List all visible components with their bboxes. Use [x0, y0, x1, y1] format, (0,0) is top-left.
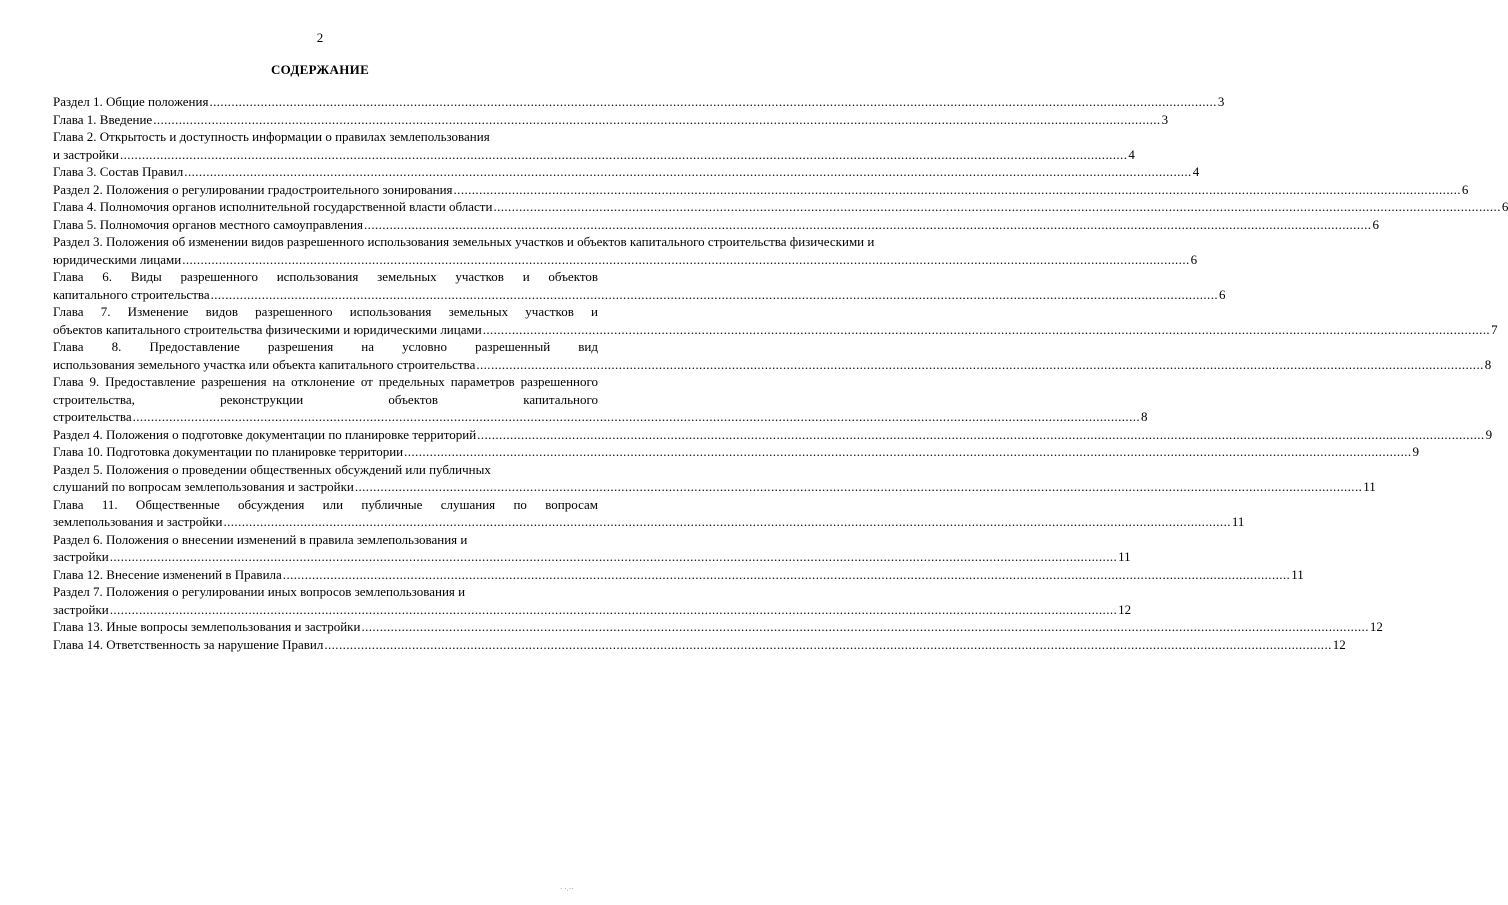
toc-entry-page: 12 — [1369, 619, 1383, 634]
toc-entry[interactable] — [53, 163, 1200, 181]
page-number: 2 — [316, 30, 324, 45]
dot-leader — [182, 251, 1189, 269]
toc-entry-heading: Глава 2. Открытость и доступность информации о правилах землепользования — [53, 129, 490, 144]
toc-entry-line — [53, 321, 1498, 339]
toc-entry[interactable] — [53, 128, 1135, 163]
toc-entry[interactable] — [53, 443, 1420, 461]
toc-entry-text: Глава 3. Состав Правил — [53, 164, 184, 179]
toc-entry-page: 11 — [1231, 514, 1245, 529]
dot-leader — [209, 93, 1216, 111]
toc-entry-page: 8 — [1141, 409, 1148, 424]
toc-entry-page: 9 — [1412, 444, 1420, 459]
toc-entry-page: 11 — [1363, 479, 1376, 494]
toc-entry-line — [53, 513, 1245, 531]
toc-entry[interactable] — [53, 216, 1379, 234]
toc-entry-page: 6 — [1190, 251, 1198, 267]
toc-entry-text: застройки — [53, 549, 109, 564]
toc-entry-text: Глава 5. Полномочия органов местного самоуправления — [53, 216, 364, 232]
toc-entry-page: 6 — [1501, 199, 1508, 214]
dot-leader — [483, 321, 1490, 339]
dot-leader — [184, 163, 1191, 181]
toc-entry[interactable] — [53, 636, 1346, 654]
toc-entry-text: строительства — [53, 409, 132, 424]
dot-leader — [361, 618, 1368, 636]
dot-leader — [364, 216, 1371, 234]
toc-entry[interactable] — [53, 426, 1493, 444]
toc-entry-text: Раздел 1. Общие положения — [53, 94, 209, 109]
toc-entry-page: 9 — [1485, 426, 1493, 442]
toc-entry-page: 6 — [1372, 216, 1379, 232]
toc-entry[interactable] — [53, 268, 1226, 303]
toc-entry[interactable] — [53, 338, 1492, 373]
toc-entry-text: и застройки — [53, 146, 119, 162]
toc-entry-page: 6 — [1461, 181, 1469, 197]
dot-leader — [476, 356, 1483, 374]
toc-entry-heading: Раздел 6. Положения о внесении изменений в правила землепользования и — [53, 531, 468, 547]
toc-entry-page: 6 — [1219, 286, 1226, 302]
dot-leader — [477, 426, 1484, 444]
toc-entry-page: 11 — [1118, 549, 1131, 564]
toc-entry-heading: Раздел 7. Положения о регулировании иных вопросов землепользования и — [53, 584, 466, 599]
toc-entry-line — [53, 618, 1383, 636]
toc-entry-text: капитального строительства — [53, 286, 210, 302]
toc-entry-line — [53, 548, 1131, 566]
toc-entry-text: Раздел 4. Положения о подготовке документации по планировке территорий — [53, 426, 477, 442]
toc-entry-text: Глава 4. Полномочия органов исполнительной государственной власти области — [53, 199, 493, 214]
toc-entry[interactable] — [53, 198, 1508, 216]
toc-entry[interactable] — [53, 461, 1376, 496]
toc-entry[interactable] — [53, 531, 1131, 566]
dot-leader — [133, 408, 1140, 426]
dot-leader — [153, 111, 1160, 129]
toc-entry[interactable] — [53, 233, 1198, 268]
toc-entry[interactable] — [53, 181, 1469, 199]
toc-entry-page: 7 — [1491, 321, 1498, 337]
dot-leader — [283, 566, 1290, 584]
toc-entry-heading: Глава 9. Предоставление разрешения на отклонение от предельных параметров разрешенного строительства, реконструкции объектов капитального — [53, 374, 598, 407]
toc-entry-page: 8 — [1484, 356, 1492, 372]
toc-entry[interactable] — [53, 303, 1498, 338]
toc-entry-heading: Глава 7. Изменение видов разрешенного использования земельных участков и — [53, 304, 598, 319]
toc-entry-page: 3 — [1161, 111, 1169, 127]
toc-entry-line — [53, 408, 1148, 426]
scan-mark: · ·.·· — [560, 885, 574, 893]
toc-entry-heading: Раздел 5. Положения о проведении общественных обсуждений или публичных — [53, 461, 491, 477]
dot-leader — [120, 146, 1127, 164]
dot-leader — [211, 286, 1218, 304]
dot-leader — [110, 548, 1117, 566]
toc-entry-text: Глава 12. Внесение изменений в Правила — [53, 566, 282, 582]
toc-entry-page: 4 — [1192, 164, 1200, 179]
dot-leader — [404, 443, 1411, 461]
toc-entry-line — [53, 601, 1132, 619]
toc-entry-heading: Глава 11. Общественные обсуждения или публичные слушания по вопросам — [53, 496, 598, 512]
toc-entry-text: юридическими лицами — [53, 251, 182, 267]
toc-entry-line — [53, 216, 1379, 234]
toc-entry-heading: Глава 6. Виды разрешенного использования земельных участков и объектов — [53, 269, 598, 284]
toc-entry-text: Глава 14. Ответственность за нарушение Правил — [53, 636, 324, 652]
toc-entry[interactable] — [53, 93, 1225, 111]
toc-entry-line — [53, 198, 1508, 216]
toc-entry-line — [53, 443, 1420, 461]
dot-leader — [355, 478, 1362, 496]
toc-entry-page: 12 — [1118, 601, 1132, 617]
toc-entry-line — [53, 426, 1493, 444]
toc-entry-line — [53, 111, 1169, 129]
dot-leader — [110, 601, 1117, 619]
toc-entry-text: Глава 10. Подготовка документации по планировке территории — [53, 444, 404, 459]
toc-entry-text: застройки — [53, 601, 109, 617]
toc-entry-line — [53, 478, 1376, 496]
toc-title: СОДЕРЖАНИЕ — [270, 62, 370, 77]
toc-entry-line — [53, 93, 1225, 111]
toc-entry-text: Раздел 2. Положения о регулировании градостроительного зонирования — [53, 181, 453, 197]
toc-entry-heading: Раздел 3. Положения об изменении видов разрешенного использования земельных участков и объектов капитального строительства физическими и — [53, 234, 875, 249]
toc-entry[interactable] — [53, 111, 1169, 129]
toc-entry-line — [53, 566, 1304, 584]
toc-entry-line — [53, 286, 1226, 304]
dot-leader — [454, 181, 1461, 199]
toc-entry-page: 4 — [1128, 146, 1135, 162]
toc-entry-line — [53, 163, 1200, 181]
dot-leader — [223, 513, 1230, 531]
toc-entry-text: Глава 1. Введение — [53, 111, 153, 127]
dot-leader — [324, 636, 1331, 654]
toc-entry-page: 12 — [1332, 636, 1346, 652]
table-of-contents — [53, 93, 1508, 653]
toc-entry-text: использования земельного участка или объекта капитального строительства — [53, 356, 476, 372]
toc-entry[interactable] — [53, 583, 1132, 618]
toc-entry[interactable] — [53, 618, 1383, 636]
toc-entry[interactable] — [53, 566, 1304, 584]
toc-entry-page: 11 — [1291, 566, 1304, 582]
toc-entry-line — [53, 251, 1198, 269]
toc-entry-line — [53, 636, 1346, 654]
toc-entry[interactable] — [53, 496, 1245, 531]
toc-entry-page: 3 — [1217, 94, 1225, 109]
toc-entry-line — [53, 146, 1135, 164]
toc-entry-text: объектов капитального строительства физическими и юридическими лицами — [53, 321, 482, 337]
toc-entry[interactable] — [53, 373, 1148, 426]
toc-entry-text: землепользования и застройки — [53, 514, 223, 529]
dot-leader — [493, 198, 1500, 216]
toc-entry-text: Глава 13. Иные вопросы землепользования и застройки — [53, 619, 361, 634]
toc-entry-line — [53, 356, 1492, 374]
toc-entry-text: слушаний по вопросам землепользования и застройки — [53, 479, 354, 494]
toc-entry-heading: Глава 8. Предоставление разрешения на условно разрешенный вид — [53, 339, 598, 354]
toc-entry-line — [53, 181, 1469, 199]
